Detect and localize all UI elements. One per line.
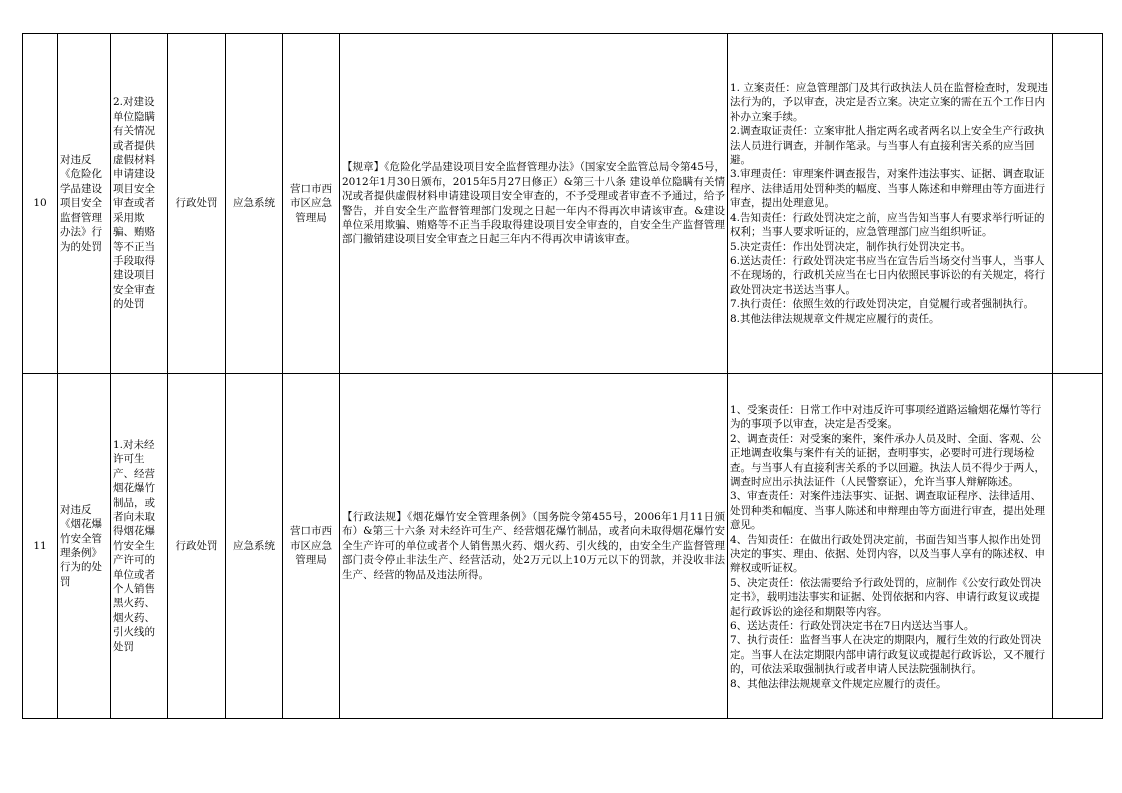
responsibility-item: 5、决定责任：依法需要给予行政处罚的，应制作《公安行政处罚决定书》，载明违法事实和证据、处罚依据和内容、申请行政复议或提起行政诉讼的途径和期限等内容。 — [730, 576, 1042, 618]
responsibility-item: 8、其他法律法规规章文件规定应履行的责任。 — [730, 677, 947, 690]
item-name: 对违反《烟花爆竹安全管理条例》行为的处罚 — [58, 374, 111, 719]
responsibility-item: 2、调查责任：对受案的案件，案件承办人员及时、全面、客观、公正地调查收集与案件有关的证据，查明事实，必要时可进行现场检查。与当事人有直接利害关系的予以回避。执法人员不得少于两人，调查时应出示执法证件（人民警察证），允许当事人辩解陈述。 — [730, 432, 1045, 488]
item-name: 对违反《危险化学品建设项目安全监督管理办法》行为的处罚 — [58, 34, 111, 374]
responsibility-item: 7、执行责任：监督当事人在决定的期限内，履行生效的行政处罚决定。当事人在法定期限内部申请行政复议或提起行政诉讼，又不履行的，可依法采取强制执行或者申请人民法院强制执行。 — [730, 634, 1045, 676]
item-type: 行政处罚 — [168, 34, 226, 374]
responsibility-item: 1. 立案责任：应急管理部门及其行政执法人员在监督检查时，发现违法行为的，予以审查，决定是否立案。决定立案的需在五个工作日内补办立案手续。 — [730, 82, 1048, 123]
legal-basis: 【行政法规】《烟花爆竹安全管理条例》（国务院令第455号，2006年1月11日颁布）&第三十六条 对未经许可生产、经营烟花爆竹制品，或者向未取得烟花爆竹安全生产许可的单位或者个人销售黑火药、烟火药、引火线的，由安全生产监督管理部门责令停止非法生产、经营活动，处2万元以上10万元以下的罚款，并没收非法生产、经营的物品及违法所得。 — [340, 374, 728, 719]
responsibility-list — [728, 374, 1053, 719]
item-system: 应急系统 — [226, 374, 283, 719]
item-system: 应急系统 — [226, 34, 283, 374]
responsibility-item: 4.告知责任：行政处罚决定之前，应当告知当事人有要求举行听证的权利；当事人要求听证的，应急管理部门应当组织听证。 — [730, 211, 1045, 239]
responsibility-item: 6、送达责任：行政处罚决定书在7日内送达当事人。 — [730, 620, 975, 633]
responsibility-item: 3、审查责任：对案件违法事实、证据、调查取证程序、法律适用、处罚种类和幅度、当事人陈述和申辩理由等方面进行审查，提出处理意见。 — [730, 490, 1045, 532]
responsibility-table — [22, 33, 1103, 719]
responsible-dept: 营口市西市区应急管理局 — [283, 374, 340, 719]
item-type: 行政处罚 — [168, 374, 226, 719]
responsibility-item: 8.其他法律法规规章文件规定应履行的责任。 — [730, 312, 940, 325]
responsibility-item: 6.送达责任：行政处罚决定书应当在宣告后当场交付当事人，当事人不在现场的，行政机关应当在七日内依照民事诉讼的有关规定，将行政处罚决定书送达当事人。 — [730, 254, 1045, 296]
sub-item: 2.对建设单位隐瞒有关情况或者提供虚假材料申请建设项目安全审查或者采用欺骗、贿赂等不正当手段取得建设项目安全审查的处罚 — [111, 34, 168, 374]
sub-item: 1.对未经许可生产、经营烟花爆竹制品，或者向未取得烟花爆竹安全生产许可的单位或者个人销售黑火药、烟火药、引火线的处罚 — [111, 374, 168, 719]
responsible-dept: 营口市西市区应急管理局 — [283, 34, 340, 374]
remarks-cell — [1053, 374, 1103, 719]
responsibility-item: 1、受案责任：日常工作中对违反许可事项经道路运输烟花爆竹等行为的事项予以审查，决定是否受案。 — [730, 403, 1042, 431]
table-row — [23, 374, 1103, 719]
responsibility-item: 5.决定责任：作出处罚决定，制作执行处罚决定书。 — [730, 240, 972, 253]
row-number: 11 — [23, 374, 58, 719]
responsibility-item: 3.审理责任：审理案件调查报告，对案件违法事实、证据、调查取证程序、法律适用处罚种类的幅度、当事人陈述和申辩理由等方面进行审查，提出处理意见。 — [730, 168, 1045, 210]
table-row — [23, 34, 1103, 374]
responsibility-item: 4、告知责任：在做出行政处罚决定前，书面告知当事人拟作出处罚决定的事实、理由、依据、处罚内容，以及当事人享有的陈述权、申辩权或听证权。 — [730, 533, 1045, 575]
row-number: 10 — [23, 34, 58, 374]
legal-basis: 【规章】《危险化学品建设项目安全监督管理办法》（国家安全监管总局令第45号，2012年1月30日颁布，2015年5月27日修正）&第三十八条 建设单位隐瞒有关情况或者提供虚假材料申请建设项目安全审查的，不予受理或者审查不予通过，给予警告，并自安全生产监督管理部门发现之日起一年内不得再次申请该审查。&建设单位采用欺骗、贿赂等不正当手段取得建设项目安全审查的，自安全生产监督管理部门撤销建设项目安全审查之日起三年内不得再次申请该审查。 — [340, 34, 728, 374]
responsibility-list — [728, 34, 1053, 374]
responsibility-item: 2.调查取证责任：立案审批人指定两名或者两名以上安全生产行政执法人员进行调查，并制作笔录。与当事人有直接利害关系的应当回避。 — [730, 125, 1045, 167]
responsibility-item: 7.执行责任：依照生效的行政处罚决定，自觉履行或者强制执行。 — [730, 298, 1035, 311]
remarks-cell — [1053, 34, 1103, 374]
